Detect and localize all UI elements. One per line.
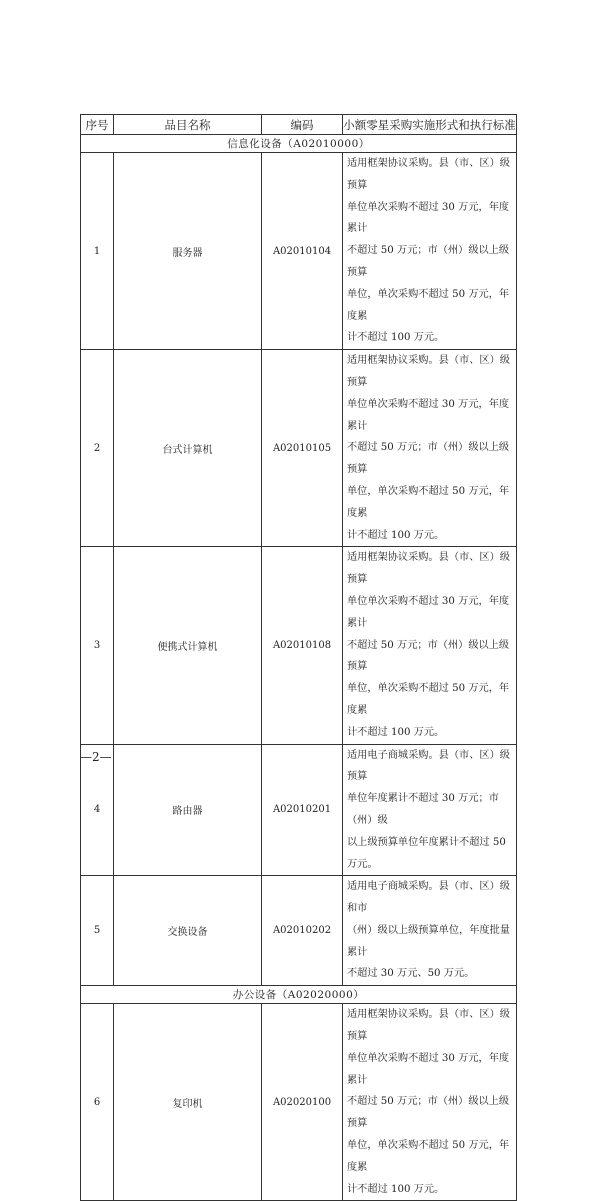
table-row (81, 1004, 517, 1201)
standard-line: 单位，单次采购不超过 50 万元，年度累 (347, 485, 510, 519)
row-no: 3 (81, 547, 114, 744)
standard-line: 计不超过 100 万元。 (347, 332, 445, 344)
standard-line: 单位，单次采购不超过 50 万元，年度累 (347, 1140, 510, 1173)
standard-line: 单位，单次采购不超过 50 万元，年度累 (347, 683, 510, 716)
standard-line: 单位单次采购不超过 30 万元，年度累计 (347, 595, 510, 629)
row-name: 路由器 (114, 744, 262, 876)
header-standard: 小额零星采购实施形式和执行标准 (343, 115, 517, 135)
standard-line: 单位单次采购不超过 30 万元，年度累计 (347, 1052, 510, 1086)
standard-line: 单位单次采购不超过 30 万元，年度累计 (347, 398, 510, 432)
procurement-table (80, 114, 517, 1201)
standard-line: 计不超过 100 万元。 (347, 529, 445, 541)
category-label-it-equipment: 信息化设备（A02010000） (81, 135, 517, 153)
row-name: 交换设备 (114, 876, 262, 986)
table-row (81, 876, 517, 986)
standard-line: 计不超过 100 万元。 (347, 726, 445, 738)
table-row (81, 547, 517, 744)
row-standard (343, 1004, 517, 1201)
standard-line: 不超过 30 万元、50 万元。 (347, 968, 475, 980)
standard-line: 适用电子商城采购。县（市、区）级预算 (347, 749, 510, 783)
category-row (81, 135, 517, 153)
header-code: 编码 (262, 115, 343, 135)
page-number: —2— (80, 750, 112, 764)
category-label-office-equipment: 办公设备（A02020000） (81, 986, 517, 1004)
standard-line: 不超过 50 万元；市（州）级以上级预算 (347, 639, 510, 673)
row-name: 台式计算机 (114, 350, 262, 547)
standard-line: 单位年度累计不超过 30 万元；市（州）级 (347, 793, 499, 826)
header-no: 序号 (81, 115, 114, 135)
header-name: 品目名称 (114, 115, 262, 135)
row-no: 2 (81, 350, 114, 547)
standard-line: 适用框架协议采购。县（市、区）级预算 (347, 552, 510, 586)
row-standard (343, 350, 517, 547)
standard-line: （州）级以上级预算单位，年度批量累计 (347, 924, 510, 958)
row-standard (343, 547, 517, 744)
standard-line: 单位，单次采购不超过 50 万元，年度累 (347, 288, 510, 322)
row-no: 5 (81, 876, 114, 986)
row-standard (343, 744, 517, 876)
standard-line: 计不超过 100 万元。 (347, 1183, 445, 1195)
row-code: A02010108 (262, 547, 343, 744)
row-code: A02020100 (262, 1004, 343, 1201)
standard-line: 不超过 50 万元；市（州）级以上级预算 (347, 442, 510, 476)
row-code: A02010202 (262, 876, 343, 986)
row-code: A02010105 (262, 350, 343, 547)
row-code: A02010201 (262, 744, 343, 876)
table-row (81, 153, 517, 350)
table-row (81, 744, 517, 876)
row-no: 6 (81, 1004, 114, 1201)
standard-line: 适用框架协议采购。县（市、区）级预算 (347, 355, 510, 388)
header-row (81, 115, 517, 135)
table-body (81, 135, 517, 1201)
row-code: A02010104 (262, 153, 343, 350)
standard-line: 不超过 50 万元；市（州）级以上级预算 (347, 245, 510, 278)
standard-line: 适用电子商城采购。县（市、区）级和市 (347, 881, 510, 915)
row-name: 复印机 (114, 1004, 262, 1201)
standard-line: 适用框架协议采购。县（市、区）级预算 (347, 1009, 510, 1043)
standard-line: 适用框架协议采购。县（市、区）级预算 (347, 158, 510, 191)
category-row (81, 986, 517, 1004)
standard-line: 单位单次采购不超过 30 万元，年度累计 (347, 201, 510, 235)
row-name: 便携式计算机 (114, 547, 262, 744)
standard-line: 以上级预算单位年度累计不超过 50 万元。 (347, 836, 506, 870)
row-name: 服务器 (114, 153, 262, 350)
table-header (81, 115, 517, 135)
row-no: 4 (81, 744, 114, 876)
standard-line: 不超过 50 万元；市（州）级以上级预算 (347, 1096, 510, 1130)
table-row (81, 350, 517, 547)
row-no: 1 (81, 153, 114, 350)
row-standard (343, 876, 517, 986)
row-standard (343, 153, 517, 350)
